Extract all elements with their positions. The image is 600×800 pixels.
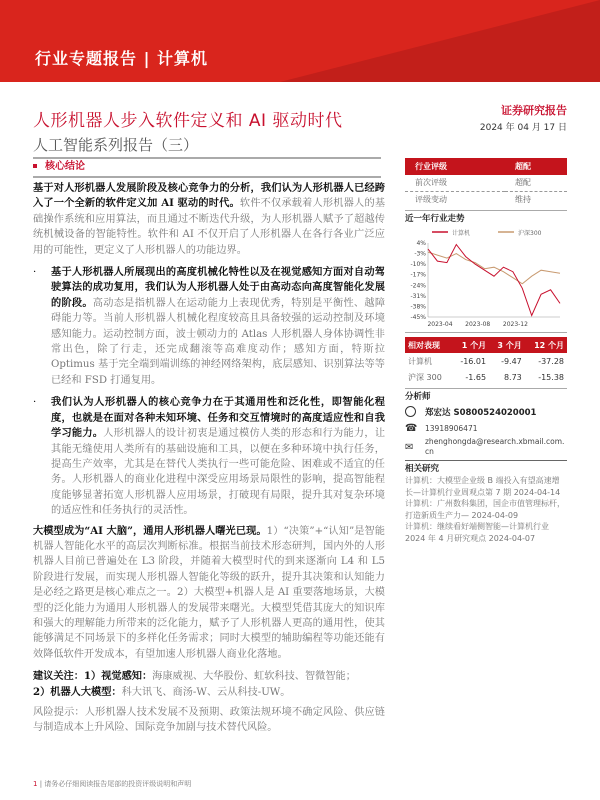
bold-lead: 2）机器人大模型： [33, 685, 122, 698]
cell: 12 个月 [525, 337, 567, 353]
x-tick-label: 2023-04 [427, 321, 453, 328]
y-tick-label: -38% [410, 303, 426, 311]
related-item[interactable]: 计算机：大模型企业级 B 端投入有望高速增长—计算机行业周观点第 7 期 2024-04-14 [405, 476, 561, 497]
bullet-point: · 基于人形机器人所展现出的高度机械化特性以及在视觉感知方面对自动驾驶算法的成功复用，我们认为人形机器人处于由高动态向高度智能化发展的阶段。高动态是指机器人在运动能力上表现优秀，特别是平衡性、越障碍能力等。当前人形机器人机械化程度较高且具备较强的运动控制及环境感知能力。运动控制方面，波士顿动力的 Atlas 人形机器人身体协调性非常出色，除了行走，还完成翻滚等高难度动作；感知方面，特斯拉 Optimus 基于完全端到端训练的神经网络架构，底层感知、识别算法等等已经和 FSD 打通复用。 [33, 266, 386, 386]
person-icon [405, 406, 425, 420]
cell: -16.01 [460, 356, 487, 366]
section-heading [33, 161, 85, 173]
paragraph-text: 1）“决策”+“认知”是智能机器人智能化水平的高层次判断标准。根据当前技术形态研判，国内外的人形机器人目前已普遍处在 L3 阶段，并随着大模型时代的到来逐渐向 L4 和 L5 阶段进行发展，而实现人形机器人智能化等级的跃升，提升其决策和认知能力是必经之路更是核心难点之一。2）大模型+机器人是 AI 重要落地场景，大模型的泛化能力为通用人形机器人的发展带来曙光。大模型凭借其庞大的知识库和强大的理解能力所带来的泛化能力，赋予了人形机器人更高的通用性，使其能够满足不同场景下的多样化任务需求；同时大模型的辅助编程等功能还能有效降低软件开发成本，有望加速人形机器人商业化落地。 [33, 525, 385, 660]
divider [33, 157, 381, 159]
header-title: 行业专题报告 | 计算机 [35, 49, 208, 68]
cell: 超配 [515, 178, 532, 188]
table-row [405, 191, 567, 207]
analyst-phone-row [405, 423, 567, 434]
cell: 维持 [505, 191, 567, 207]
disclaimer-note: 请务必仔细阅读报告尾部的投资评级说明和声明 [44, 780, 192, 788]
cell: 超配 [505, 158, 567, 175]
section-label: 核心结论 [45, 161, 85, 172]
related-research [405, 464, 567, 544]
page-number: 1 [33, 780, 38, 788]
divider [405, 460, 567, 461]
main-body [33, 181, 385, 736]
cell: 8.73 [503, 372, 522, 382]
table-row [405, 369, 567, 385]
risk-warning: 风险提示：人形机器人技术发展不及预期、政策法规环境不确定风险、供应链与制造成本上升风险、国际竞争加剧与技术替代风险。 [33, 707, 385, 734]
email-icon: ✉ [405, 441, 414, 453]
bullet-point: · 我们认为人形机器人的核心竞争力在于其通用性和泛化性，即智能化程度，也就是在面对各种未知环境、任务和交互情境时的高度适应性和自我学习能力。人形机器人的设计初衷是通过模仿人类的形态和行为能力，让其能无缝使用人类所有的基础设施和工具，以便在多种环境中执行任务，提高生产效率，尤其是在替代人类执行一些可能危险、困难或不适宜的任务。人形机器人的商业化进程中深受应用场景局限性的影响，提高智能程度能够显著拓宽人形机器人应用场景，打破现有局限，提升其对复杂环境的适应性和任务执行的灵活性。 [33, 396, 386, 517]
series-line-hs300 [428, 252, 560, 284]
cell: 相对表现 [405, 337, 452, 353]
analyst-panel [405, 392, 567, 457]
y-tick-label: -45% [410, 314, 426, 321]
cell: 1 个月 [452, 337, 489, 353]
performance-table [405, 337, 567, 385]
x-tick-label: 2023-08 [465, 321, 491, 328]
header-decoration [280, 0, 600, 82]
phone-icon: ☎ [405, 423, 418, 434]
paragraph-llm [33, 524, 385, 663]
report-subtitle: 人工智能系列报告（三） [33, 136, 199, 154]
cell: -15.38 [538, 372, 564, 382]
analyst-name: 郑宏达 S0800524020001 [425, 407, 537, 418]
paragraph-summary [33, 181, 385, 258]
y-tick-label: 4% [416, 240, 426, 247]
divider [405, 388, 567, 389]
table-row [405, 353, 567, 369]
analyst-name-row [405, 406, 567, 420]
cell: -37.28 [538, 356, 564, 366]
bold-lead: 大模型成为“AI 大脑”，通用人形机器人曙光已现。 [33, 524, 267, 537]
x-tick-label: 2023-12 [502, 321, 528, 328]
cell: 3 个月 [489, 337, 525, 353]
paragraph-text: 海康威视、大华股份、虹软科技、智微智能； [152, 671, 356, 683]
y-tick-label: -3% [414, 250, 426, 258]
cell: 计算机 [408, 356, 432, 366]
cell: 沪深 300 [408, 372, 442, 382]
divider [405, 332, 567, 333]
y-tick-label: -10% [410, 261, 426, 269]
paragraph-text: 高动态是指机器人在运动能力上表现优秀，特别是平衡性、越障碍能力等。当前人形机器人机械化程度较高且具备较强的运动控制及环境感知能力。运动控制方面，波士顿动力的 Atlas 人形机器人身体协调性非常出色，除了行走，还完成翻滚等高难度动作；感知方面，特斯拉 Optimus 基于完全端到端训练的神经网络架构，底层感知、识别算法等等已经和 FSD 打通复用。 [51, 297, 386, 386]
cell: -9.47 [501, 356, 522, 366]
paragraph-text: 人形机器人的设计初衷是通过模仿人类的形态和行为能力，让其能无缝使用人类所有的基础设施和工具，以便在多种环境中执行任务，提高生产效率，尤其是在替代人类执行一些可能危险、困难或不适宜的任务。人形机器人的商业化进程中深受应用场景局限性的影响，提高智能程度能够显著拓宽人形机器人应用场景，打破现有局限，提升其对复杂环境的适应性和任务执行的灵活性。 [51, 428, 386, 517]
related-item[interactable]: 计算机：继续看好端侧智能—计算机行业 2024 年 4 月研究观点 2024-04-07 [405, 522, 549, 543]
legend-label: 沪深300 [518, 230, 542, 237]
trend-chart [400, 225, 567, 329]
cell: 前次评级 [415, 178, 447, 188]
table-header [405, 337, 567, 353]
y-tick-label: -24% [410, 282, 426, 290]
report-title: 人形机器人步入软件定义和 AI 驱动时代 [33, 111, 343, 131]
chart-title: 近一年行业走势 [405, 214, 465, 224]
legend-label: 计算机 [452, 230, 471, 237]
analyst-phone: 13918906471 [425, 423, 478, 433]
bold-lead: 建议关注：1）视觉感知： [33, 670, 153, 683]
y-tick-label: -31% [410, 292, 426, 300]
cell: 行业评级 [405, 158, 505, 175]
report-type: 证券研究报告 [501, 104, 567, 117]
report-date: 2024 年 04 月 17 日 [479, 123, 567, 133]
paragraph-text: 科大讯飞、商汤-W、云从科技-UW。 [121, 686, 291, 698]
right-column [405, 104, 567, 544]
analyst-email[interactable]: zhenghongda@research.xbmail.com.cn [425, 437, 565, 456]
table-row [405, 158, 567, 175]
series-line-computer [428, 245, 560, 316]
bullet-icon [33, 164, 37, 168]
y-tick-label: -17% [410, 271, 426, 279]
table-row [405, 175, 567, 191]
related-item[interactable]: 计算机：广州数科集团，国企市值管理标杆，打造新质生产力— 2024-04-09 [405, 499, 565, 520]
analyst-label: 分析师 [405, 392, 431, 402]
footer: 1 | 请务必仔细阅读报告尾部的投资评级说明和声明 [33, 780, 192, 788]
rating-table [405, 158, 567, 207]
bold-lead: 我们认为人形机器人的核心竞争力在于其通用性和泛化性，即智能化程度，也就是在面对各种未知环境、任务和交互情境时的高度适应性和自我学习能力。 [51, 396, 385, 440]
divider [405, 210, 567, 211]
related-label: 相关研究 [405, 464, 440, 474]
cell: 评级变动 [405, 191, 505, 207]
bold-lead: 基于对人形机器人发展阶段及核心竞争力的分析，我们认为人形机器人已经跨入了一个全新的软件定义加 AI 驱动的时代。 [33, 182, 385, 210]
bold-lead: 基于人形机器人所展现出的高度机械化特性以及在视觉感知方面对自动驾驶算法的成功复用，我们认为人形机器人处于由高动态向高度智能化发展的阶段。 [51, 266, 385, 309]
divider [33, 176, 381, 178]
paragraph-text: 软件不仅承载着人形机器人的基础操作系统和应用算法，而且通过不断迭代升级，为人形机器人赋予了超越传统机械设备的智能特性。软件和 AI 不仅开启了人形机器人在各行各业广泛应用的可能性，更定义了人形机器人的功能边界。 [33, 198, 386, 256]
report-header-banner [0, 0, 600, 82]
analyst-email-row [405, 437, 567, 457]
recommendation [33, 669, 385, 700]
cell: -1.65 [465, 372, 487, 382]
